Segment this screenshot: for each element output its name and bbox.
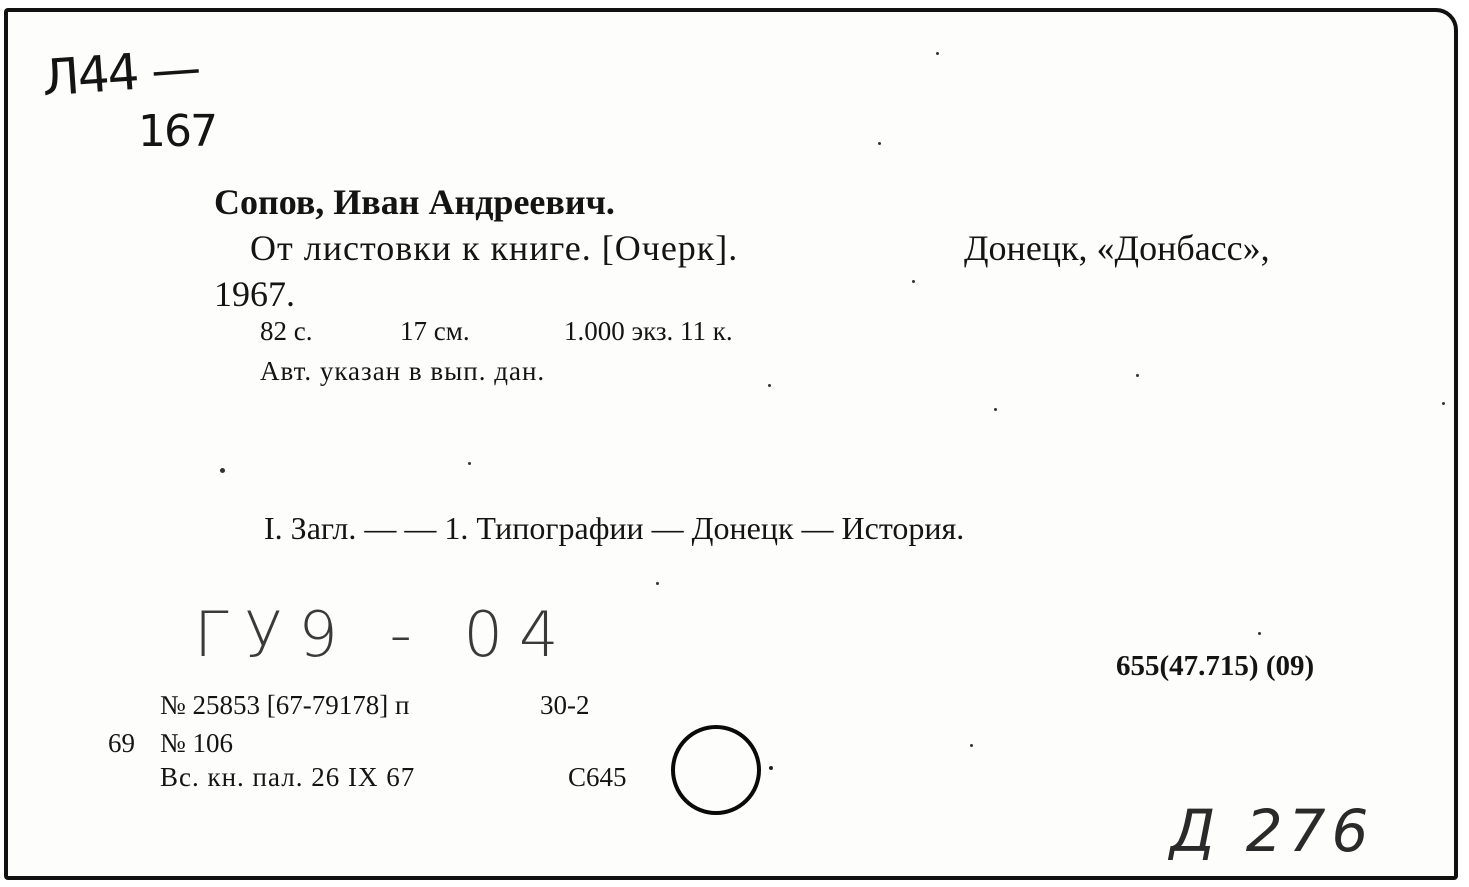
author-note: Авт. указан в вып. дан.	[260, 356, 546, 386]
speck	[1258, 632, 1261, 635]
accession-number: № 106	[160, 728, 234, 758]
cutter-number: С645	[568, 762, 627, 792]
speck	[994, 408, 997, 411]
speck	[1136, 374, 1139, 377]
size: 17 см.	[400, 316, 470, 346]
prefix-number: 69	[108, 728, 135, 758]
publication-year: 1967.	[214, 274, 295, 314]
speck	[878, 142, 881, 145]
speck	[468, 462, 471, 465]
speck	[936, 52, 939, 55]
speck	[1442, 402, 1445, 405]
series-code: 30-2	[540, 690, 590, 720]
speck	[912, 280, 915, 283]
author-heading: Сопов, Иван Андреевич.	[214, 182, 615, 222]
handwritten-shelf-number: 167	[138, 106, 216, 157]
handwritten-inventory: Д 276	[1170, 797, 1375, 865]
speck	[970, 744, 973, 747]
udc-classification: 655(47.715) (09)	[1116, 650, 1315, 682]
pages: 82 с.	[260, 316, 313, 346]
record-number: № 25853 [67-79178] п	[160, 690, 410, 720]
book-chamber-date: Вс. кн. пал. 26 IX 67	[160, 762, 416, 792]
copies-price: 1.000 экз. 11 к.	[564, 316, 733, 346]
speck	[768, 384, 771, 387]
catalog-card	[4, 8, 1458, 880]
speck	[656, 582, 659, 585]
speck	[220, 468, 225, 473]
subject-tracings: I. Загл. — — 1. Типографии — Донецк — История.	[264, 510, 965, 546]
handwritten-code: ГУ9 - 04	[194, 598, 575, 671]
punch-hole	[668, 716, 788, 826]
handwritten-shelf-mark: Л44 —	[40, 38, 201, 108]
title-statement: От листовки к книге. [Очерк].	[250, 228, 739, 268]
publisher-statement: Донецк, «Донбасс»,	[964, 228, 1270, 268]
